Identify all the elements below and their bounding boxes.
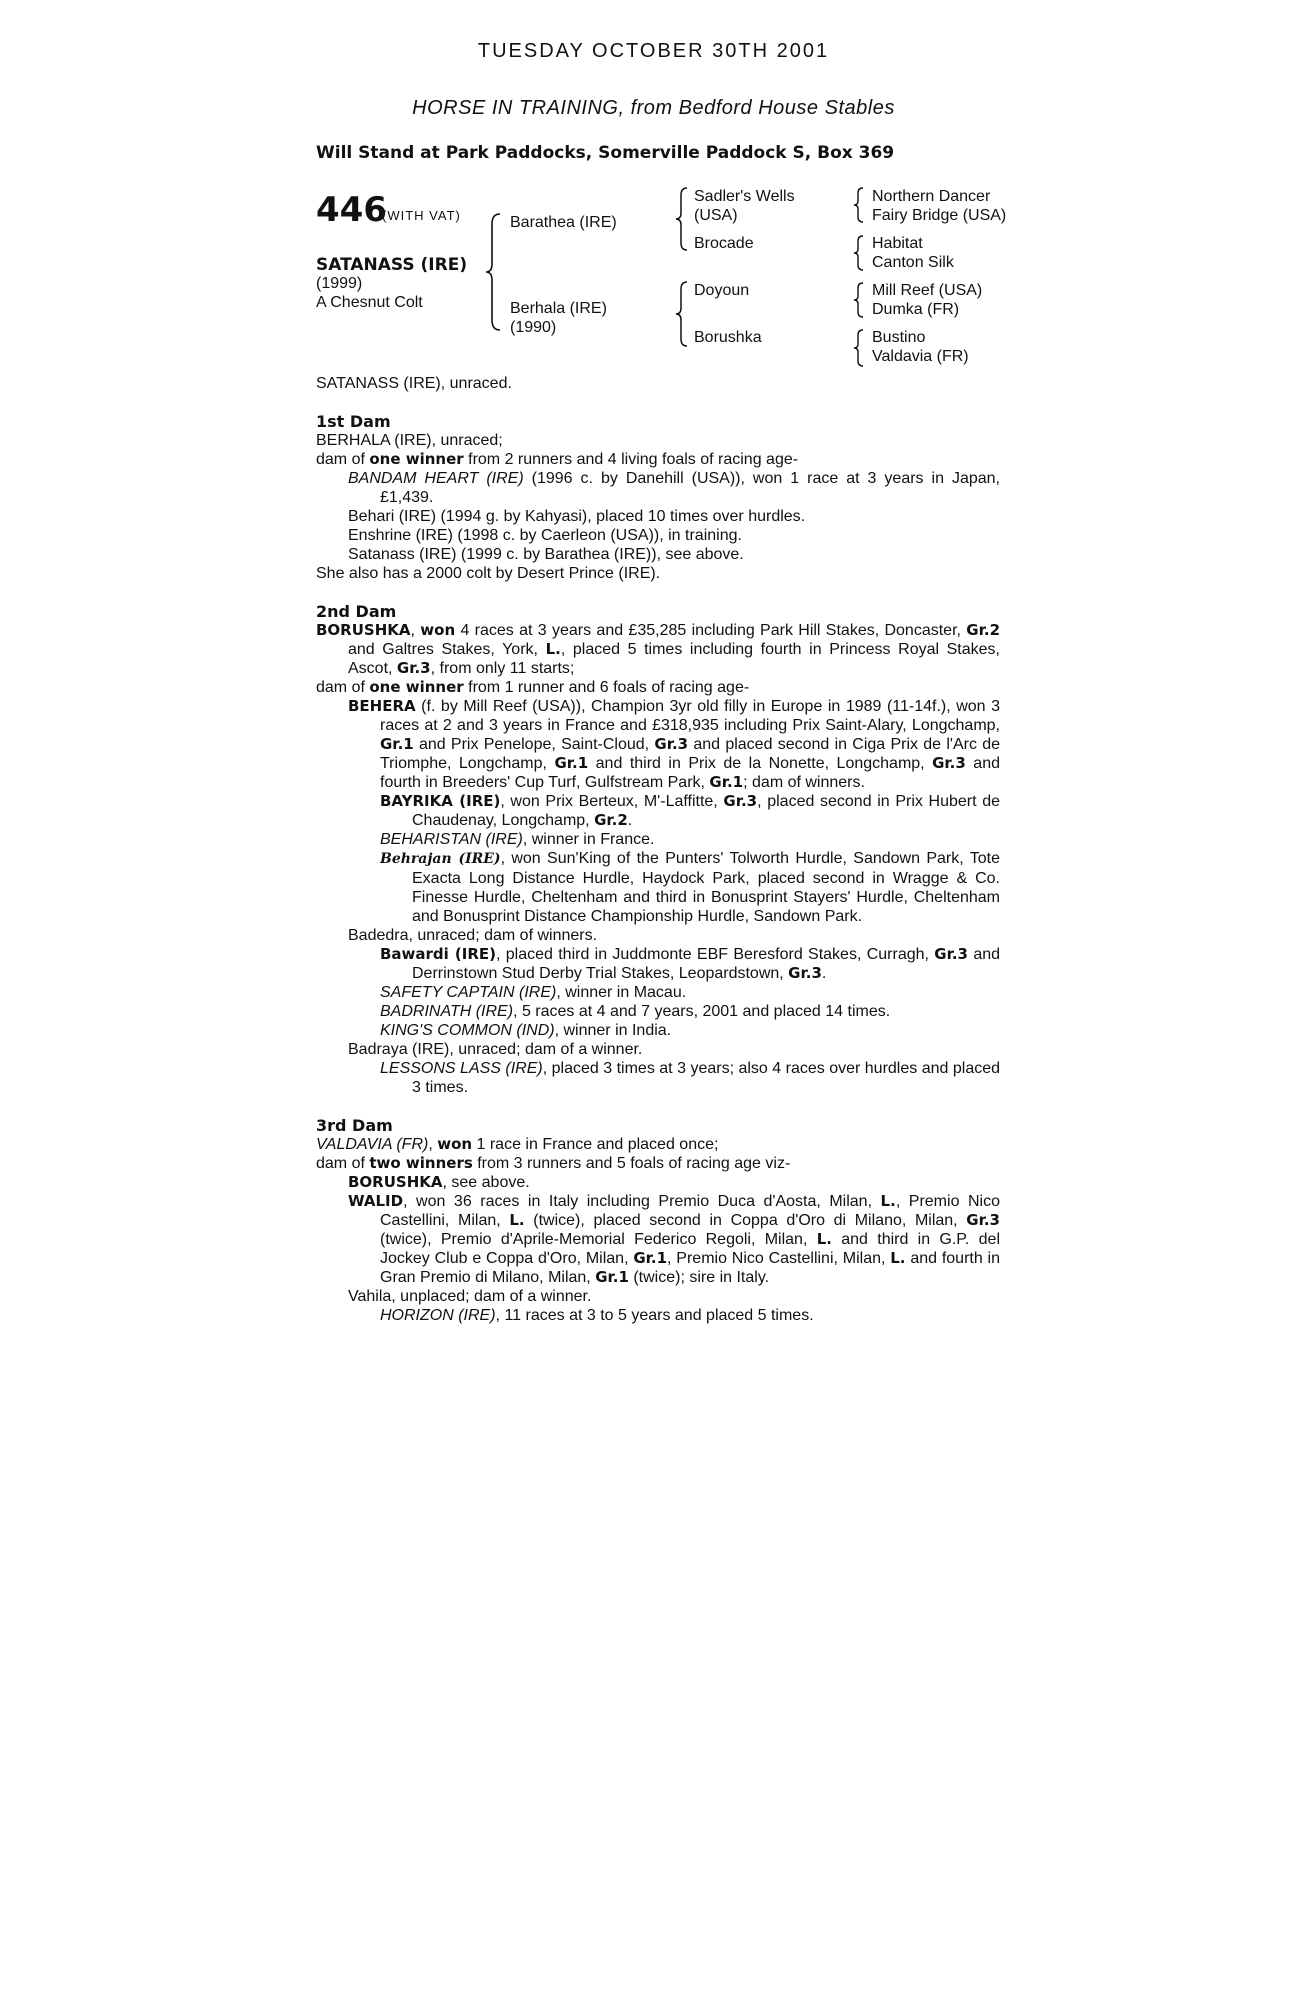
first-dam-also: She also has a 2000 colt by Desert Prince (IRE). [316,565,661,582]
dam-sections [316,412,1000,1325]
pedigree-sire: Barathea (IRE) [510,214,617,231]
produce-bayrika: BAYRIKA (IRE), won Prix Berteux, M'-Laffitte, Gr.3, placed second in Prix Hubert de Chaudenay, Longchamp, Gr.2. [380,792,1001,829]
pedigree-sdd: Canton Silk [872,254,954,271]
race-record: SATANASS (IRE), unraced. [316,375,512,392]
pedigree-dam: Berhala (IRE) [510,300,607,317]
pedigree-ds: Doyoun [694,282,750,299]
first-dam-intro: BERHALA (IRE), unraced; [316,432,503,449]
lot-number: 446 [316,190,387,230]
produce-bawardi: Bawardi (IRE), placed third in Juddmonte EBF Beresford Stakes, Curragh, Gr.3 and Derrinstown Stud Derby Trial Stakes, Leopardstown, Gr.3. [380,945,1001,982]
produce-lessons-lass: LESSONS LASS (IRE), placed 3 times at 3 years; also 4 races over hurdles and placed 3 times. [380,1060,1001,1096]
produce-behari: Behari (IRE) (1994 g. by Kahyasi), placed 10 times over hurdles. [348,508,806,525]
second-dam-produce: dam of one winner from 1 runner and 6 foals of racing age- [316,678,750,696]
produce-badrinath: BADRINATH (IRE), 5 races at 4 and 7 years, 2001 and placed 14 times. [380,1003,891,1020]
pedigree-dds: Bustino [872,329,926,346]
second-dam-heading: 2nd Dam [316,602,397,621]
second-dam-record: BORUSHKA, won 4 races at 3 years and £35,285 including Park Hill Stakes, Doncaster, Gr.2 and Galtres Stakes, York, L., placed 5 times including fourth in Princess Royal Stakes, Ascot, Gr.3, from only 11 starts; [316,621,1001,677]
produce-horizon: HORIZON (IRE), 11 races at 3 to 5 years and placed 5 times. [380,1307,814,1324]
pedigree-dsd: Dumka (FR) [872,301,960,318]
horse-year: (1999) [316,275,363,292]
third-dam-produce: dam of two winners from 3 runners and 5 foals of racing age viz- [316,1154,791,1172]
pedigree-sd: Brocade [694,235,754,252]
lot-subtitle: HORSE IN TRAINING, from Bedford House Stables [412,97,895,119]
pedigree-brace-dd [852,328,866,368]
pedigree-sss: Northern Dancer [872,188,991,205]
produce-behrajan: Behrajan (IRE), won Sun'King of the Punters' Tolworth Hurdle, Sandown Park, Tote Exacta Long Distance Hurdle, Haydock Park, placed second in Wragge & Co. Finesse Hurdle, Cheltenham and third in Bonusprint Stayers' Hurdle, Cheltenham and Bonusprint Distance Championship Hurdle, Sandown Park. [380,850,1000,925]
pedigree-brace-sire [674,186,690,252]
produce-badedra: Badedra, unraced; dam of winners. [348,927,598,944]
produce-walid: WALID, won 36 races in Italy including Premio Duca d'Aosta, Milan, L., Premio Nico Castellini, Milan, L. (twice), placed second in Coppa d'Oro di Milano, Milan, Gr.3 (twice), Premio d'Aprile-Memorial Federico Regoli, Milan, L. and third in G.P. del Jockey Club e Coppa d'Oro, Milan, Gr.1, Premio Nico Castellini, Milan, L. and fourth in Gran Premio di Milano, Milan, Gr.1 (twice); sire in Italy. [348,1192,1000,1286]
stand-location: Will Stand at Park Paddocks, Somerville Paddock S, Box 369 [316,143,895,163]
pedigree-dd: Borushka [694,329,762,346]
pedigree-dam-year: (1990) [510,319,557,336]
pedigree-brace-ss [852,186,866,224]
pedigree-brace-ds [852,281,866,319]
third-dam-record: VALDAVIA (FR), won 1 race in France and placed once; [316,1135,719,1153]
produce-badraya: Badraya (IRE), unraced; dam of a winner. [348,1041,643,1058]
pedigree-ssd: Fairy Bridge (USA) [872,207,1007,224]
produce-enshrine: Enshrine (IRE) (1998 c. by Caerleon (USA)), in training. [348,527,742,544]
pedigree-ddd: Valdavia (FR) [872,348,969,365]
produce-satanass: Satanass (IRE) (1999 c. by Barathea (IRE)), see above. [348,546,744,563]
vat-note: (WITH VAT) [382,208,461,223]
produce-kings-common: KING'S COMMON (IND), winner in India. [380,1022,672,1039]
sale-date: TUESDAY OCTOBER 30TH 2001 [477,40,830,62]
produce-vahila: Vahila, unplaced; dam of a winner. [348,1288,592,1305]
first-dam-produce: dam of one winner from 2 runners and 4 living foals of racing age- [316,450,799,468]
third-dam-heading: 3rd Dam [316,1116,393,1135]
produce-beharistan: BEHARISTAN (IRE), winner in France. [380,831,655,848]
pedigree-brace-main [484,212,504,332]
pedigree-dss: Mill Reef (USA) [872,282,983,299]
produce-safety-captain: SAFETY CAPTAIN (IRE), winner in Macau. [380,984,687,1001]
produce-borushka: BORUSHKA, see above. [348,1173,530,1191]
first-dam-heading: 1st Dam [316,412,391,431]
pedigree-sds: Habitat [872,235,923,252]
produce-behera: BEHERA (f. by Mill Reef (USA)), Champion 3yr old filly in Europe in 1989 (11-14f.), won 3 races at 2 and 3 years in France and £318,935 including Prix Saint-Alary, Longchamp, Gr.1 and Prix Penelope, Saint-Cloud, Gr.3 and placed second in Ciga Prix de l'Arc de Triomphe, Longchamp, Gr.1 and third in Prix de la Nonette, Longchamp, Gr.3 and fourth in Breeders' Cup Turf, Gulfstream Park, Gr.1; dam of winners. [348,697,1001,791]
horse-description: A Chesnut Colt [316,294,423,311]
pedigree-brace-dam [674,280,690,348]
horse-name: SATANASS (IRE) [316,255,468,275]
pedigree-ss-origin: (USA) [694,207,738,224]
pedigree-brace-sd [852,234,866,272]
pedigree-ss: Sadler's Wells [694,188,795,205]
produce-bandam-heart: BANDAM HEART (IRE) (1996 c. by Danehill (USA)), won 1 race at 3 years in Japan, £1,439. [348,470,1000,506]
